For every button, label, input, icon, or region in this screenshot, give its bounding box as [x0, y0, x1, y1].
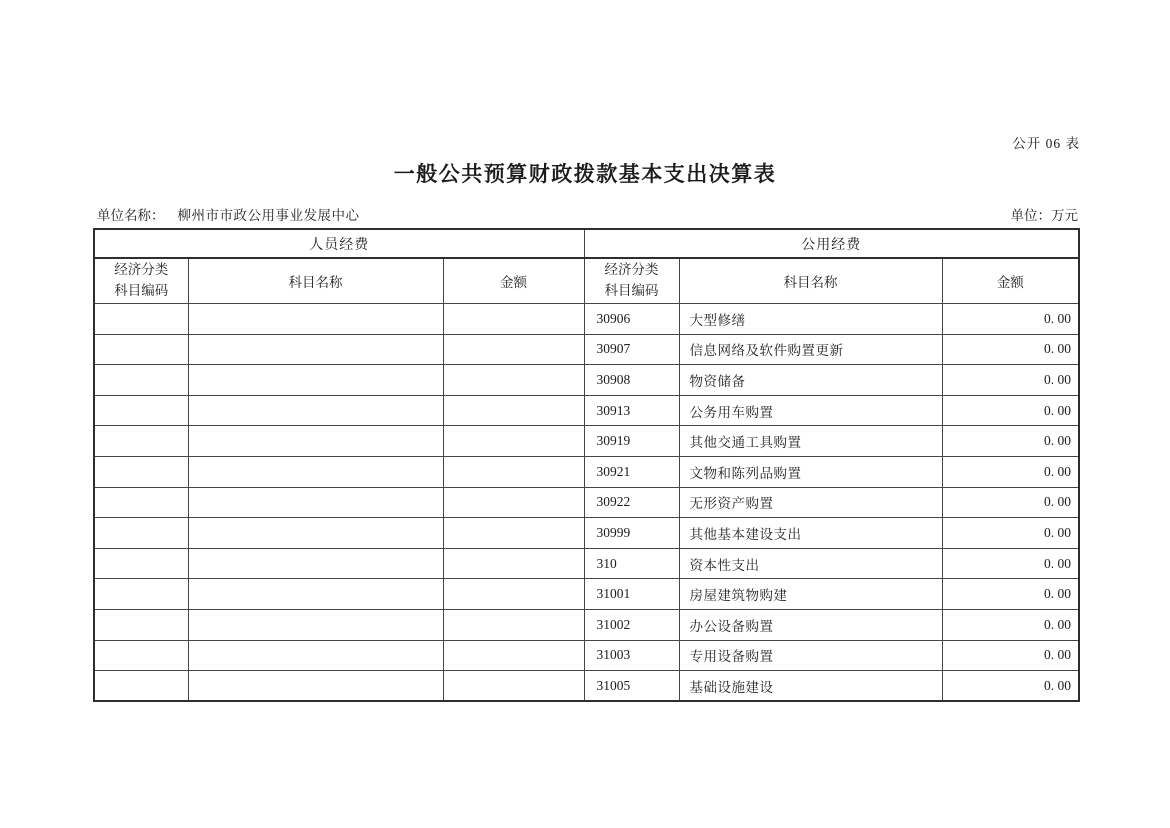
- personnel-amount-cell: [443, 640, 584, 671]
- personnel-code-cell: [94, 518, 188, 549]
- table-row: [94, 518, 1079, 549]
- public-amount-cell: 0. 00: [942, 487, 1079, 518]
- public-amount-cell: 0. 00: [942, 640, 1079, 671]
- public-amount-cell: 0. 00: [942, 609, 1079, 640]
- personnel-name-cell: [188, 609, 443, 640]
- form-number-label: 公开 06 表: [1012, 136, 1080, 151]
- public-code-cell: 31001: [584, 579, 679, 610]
- personnel-name-cell: [188, 304, 443, 335]
- personnel-name-cell: [188, 365, 443, 396]
- public-code-cell: 30908: [584, 365, 679, 396]
- personnel-name-cell: [188, 579, 443, 610]
- personnel-amount-cell: [443, 334, 584, 365]
- public-code-cell: 31005: [584, 671, 679, 702]
- public-code-cell: 31003: [584, 640, 679, 671]
- public-code-cell: 30907: [584, 334, 679, 365]
- personnel-amount-cell: [443, 456, 584, 487]
- table-row: [94, 671, 1079, 702]
- personnel-code-cell: [94, 640, 188, 671]
- public-name-cell: 办公设备购置: [679, 609, 942, 640]
- personnel-name-cell: [188, 487, 443, 518]
- personnel-amount-cell: [443, 671, 584, 702]
- public-amount-cell: 0. 00: [942, 365, 1079, 396]
- personnel-name-cell: [188, 395, 443, 426]
- personnel-name-cell: [188, 518, 443, 549]
- col-header-code-left-line1: 经济分类: [114, 262, 169, 278]
- unit-name-group: [97, 204, 360, 224]
- personnel-code-cell: [94, 579, 188, 610]
- personnel-code-cell: [94, 456, 188, 487]
- public-code-cell: 30906: [584, 304, 679, 335]
- personnel-code-cell: [94, 426, 188, 457]
- table-row: [94, 395, 1079, 426]
- group-header-row: [94, 229, 1079, 258]
- personnel-amount-cell: [443, 518, 584, 549]
- unit-name-label: 单位名称：: [97, 208, 165, 223]
- public-amount-cell: 0. 00: [942, 426, 1079, 457]
- col-header-code-right: [584, 258, 679, 304]
- col-header-code-right-line2: 科目编码: [604, 283, 659, 298]
- personnel-amount-cell: [443, 426, 584, 457]
- personnel-name-cell: [188, 426, 443, 457]
- group-header-personnel-funds: 人员经费: [94, 229, 584, 258]
- table-row: [94, 640, 1079, 671]
- table-row: [94, 548, 1079, 579]
- table-row: [94, 365, 1079, 396]
- unit-name-value: 柳州市市政公用事业发展中心: [177, 208, 360, 223]
- personnel-name-cell: [188, 671, 443, 702]
- public-code-cell: 30913: [584, 395, 679, 426]
- personnel-amount-cell: [443, 548, 584, 579]
- public-code-cell: 30921: [584, 456, 679, 487]
- public-code-cell: 310: [584, 548, 679, 579]
- personnel-amount-cell: [443, 609, 584, 640]
- public-amount-cell: 0. 00: [942, 304, 1079, 335]
- public-name-cell: 公务用车购置: [679, 395, 942, 426]
- public-code-cell: 30922: [584, 487, 679, 518]
- table-row: [94, 304, 1079, 335]
- personnel-name-cell: [188, 640, 443, 671]
- public-name-cell: 物资储备: [679, 365, 942, 396]
- public-amount-cell: 0. 00: [942, 456, 1079, 487]
- page-title: 一般公共预算财政拨款基本支出决算表: [393, 162, 777, 186]
- personnel-amount-cell: [443, 579, 584, 610]
- public-amount-cell: 0. 00: [942, 548, 1079, 579]
- col-header-name-left: 科目名称: [188, 258, 443, 304]
- public-amount-cell: 0. 00: [942, 518, 1079, 549]
- public-name-cell: 资本性支出: [679, 548, 942, 579]
- personnel-amount-cell: [443, 487, 584, 518]
- public-name-cell: 其他基本建设支出: [679, 518, 942, 549]
- public-amount-cell: 0. 00: [942, 334, 1079, 365]
- public-code-cell: 30919: [584, 426, 679, 457]
- public-code-cell: 31002: [584, 609, 679, 640]
- meta-line: [97, 204, 1078, 224]
- table-row: [94, 609, 1079, 640]
- personnel-name-cell: [188, 456, 443, 487]
- col-header-amount-right: 金额: [942, 258, 1079, 304]
- personnel-code-cell: [94, 395, 188, 426]
- column-header-row: [94, 258, 1079, 304]
- personnel-code-cell: [94, 304, 188, 335]
- col-header-code-right-line1: 经济分类: [604, 262, 659, 278]
- public-name-cell: 基础设施建设: [679, 671, 942, 702]
- col-header-code-left-line2: 科目编码: [114, 283, 169, 298]
- public-name-cell: 信息网络及软件购置更新: [679, 334, 942, 365]
- group-header-public-funds: 公用经费: [584, 229, 1079, 258]
- personnel-amount-cell: [443, 304, 584, 335]
- public-name-cell: 大型修缮: [679, 304, 942, 335]
- personnel-code-cell: [94, 548, 188, 579]
- public-amount-cell: 0. 00: [942, 671, 1079, 702]
- personnel-code-cell: [94, 609, 188, 640]
- col-header-code-left: [94, 258, 188, 304]
- personnel-code-cell: [94, 365, 188, 396]
- personnel-code-cell: [94, 487, 188, 518]
- personnel-amount-cell: [443, 365, 584, 396]
- public-name-cell: 专用设备购置: [679, 640, 942, 671]
- personnel-name-cell: [188, 548, 443, 579]
- personnel-code-cell: [94, 334, 188, 365]
- table-row: [94, 456, 1079, 487]
- public-name-cell: 文物和陈列品购置: [679, 456, 942, 487]
- personnel-amount-cell: [443, 395, 584, 426]
- budget-table: [93, 228, 1080, 702]
- col-header-amount-left: 金额: [443, 258, 584, 304]
- table-row: [94, 426, 1079, 457]
- currency-unit-label: 单位：万元: [1010, 208, 1078, 223]
- public-amount-cell: 0. 00: [942, 395, 1079, 426]
- personnel-name-cell: [188, 334, 443, 365]
- table-row: [94, 487, 1079, 518]
- personnel-code-cell: [94, 671, 188, 702]
- public-code-cell: 30999: [584, 518, 679, 549]
- public-name-cell: 无形资产购置: [679, 487, 942, 518]
- table-row: [94, 579, 1079, 610]
- public-name-cell: 房屋建筑物购建: [679, 579, 942, 610]
- public-name-cell: 其他交通工具购置: [679, 426, 942, 457]
- public-amount-cell: 0. 00: [942, 579, 1079, 610]
- table-row: [94, 334, 1079, 365]
- col-header-name-right: 科目名称: [679, 258, 942, 304]
